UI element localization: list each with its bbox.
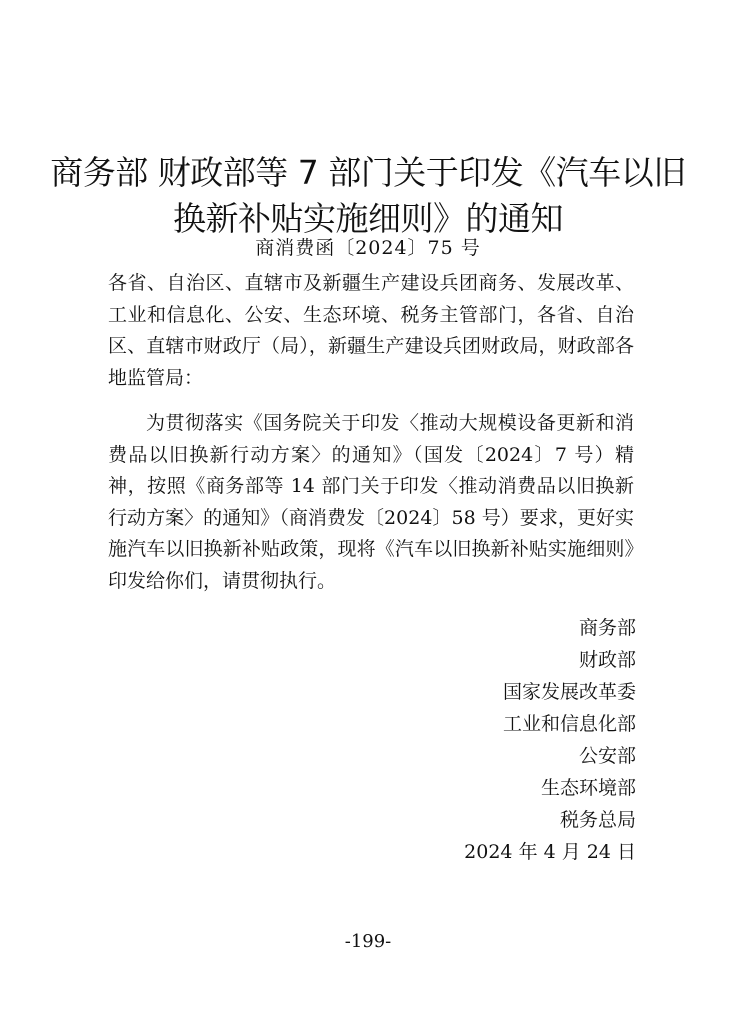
body-paragraph: 为贯彻落实《国务院关于印发〈推动大规模设备更新和消费品以旧换新行动方案〉的通知》（国发〔2024〕7 号）精神，按照《商务部等 14 部门关于印发〈推动消费品以旧换新行动方案〉的通知》（商消费发〔2024〕58 号）要求，更好实施汽车以旧换新补贴政策，现将《汽车以旧换新补贴实施细则》印发给你们，请贯彻执行。 <box>108 412 634 592</box>
recipients-paragraph: 各省、自治区、直辖市及新疆生产建设兵团商务、发展改革、工业和信息化、公安、生态环境、税务主管部门，各省、自治区、直辖市财政厅（局），新疆生产建设兵团财政局，财政部各地监管局： <box>108 272 634 389</box>
signature-tax: 税务总局 <box>559 809 636 831</box>
signature-block <box>336 612 636 868</box>
document-number: 商消费函〔2024〕75 号 <box>255 237 481 259</box>
issue-date: 2024 年 4 月 24 日 <box>464 841 636 863</box>
signature-ndrc: 国家发展改革委 <box>502 681 636 703</box>
signature-ecology: 生态环境部 <box>540 777 636 799</box>
page-number: -199- <box>344 931 392 952</box>
document-title: 商务部 财政部等 7 部门关于印发《汽车以旧换新补贴实施细则》的通知 <box>50 153 686 238</box>
signature-finance: 财政部 <box>578 649 636 671</box>
signature-commerce: 商务部 <box>578 617 636 639</box>
signature-public-security: 公安部 <box>578 745 636 767</box>
signature-miit: 工业和信息化部 <box>502 713 636 735</box>
